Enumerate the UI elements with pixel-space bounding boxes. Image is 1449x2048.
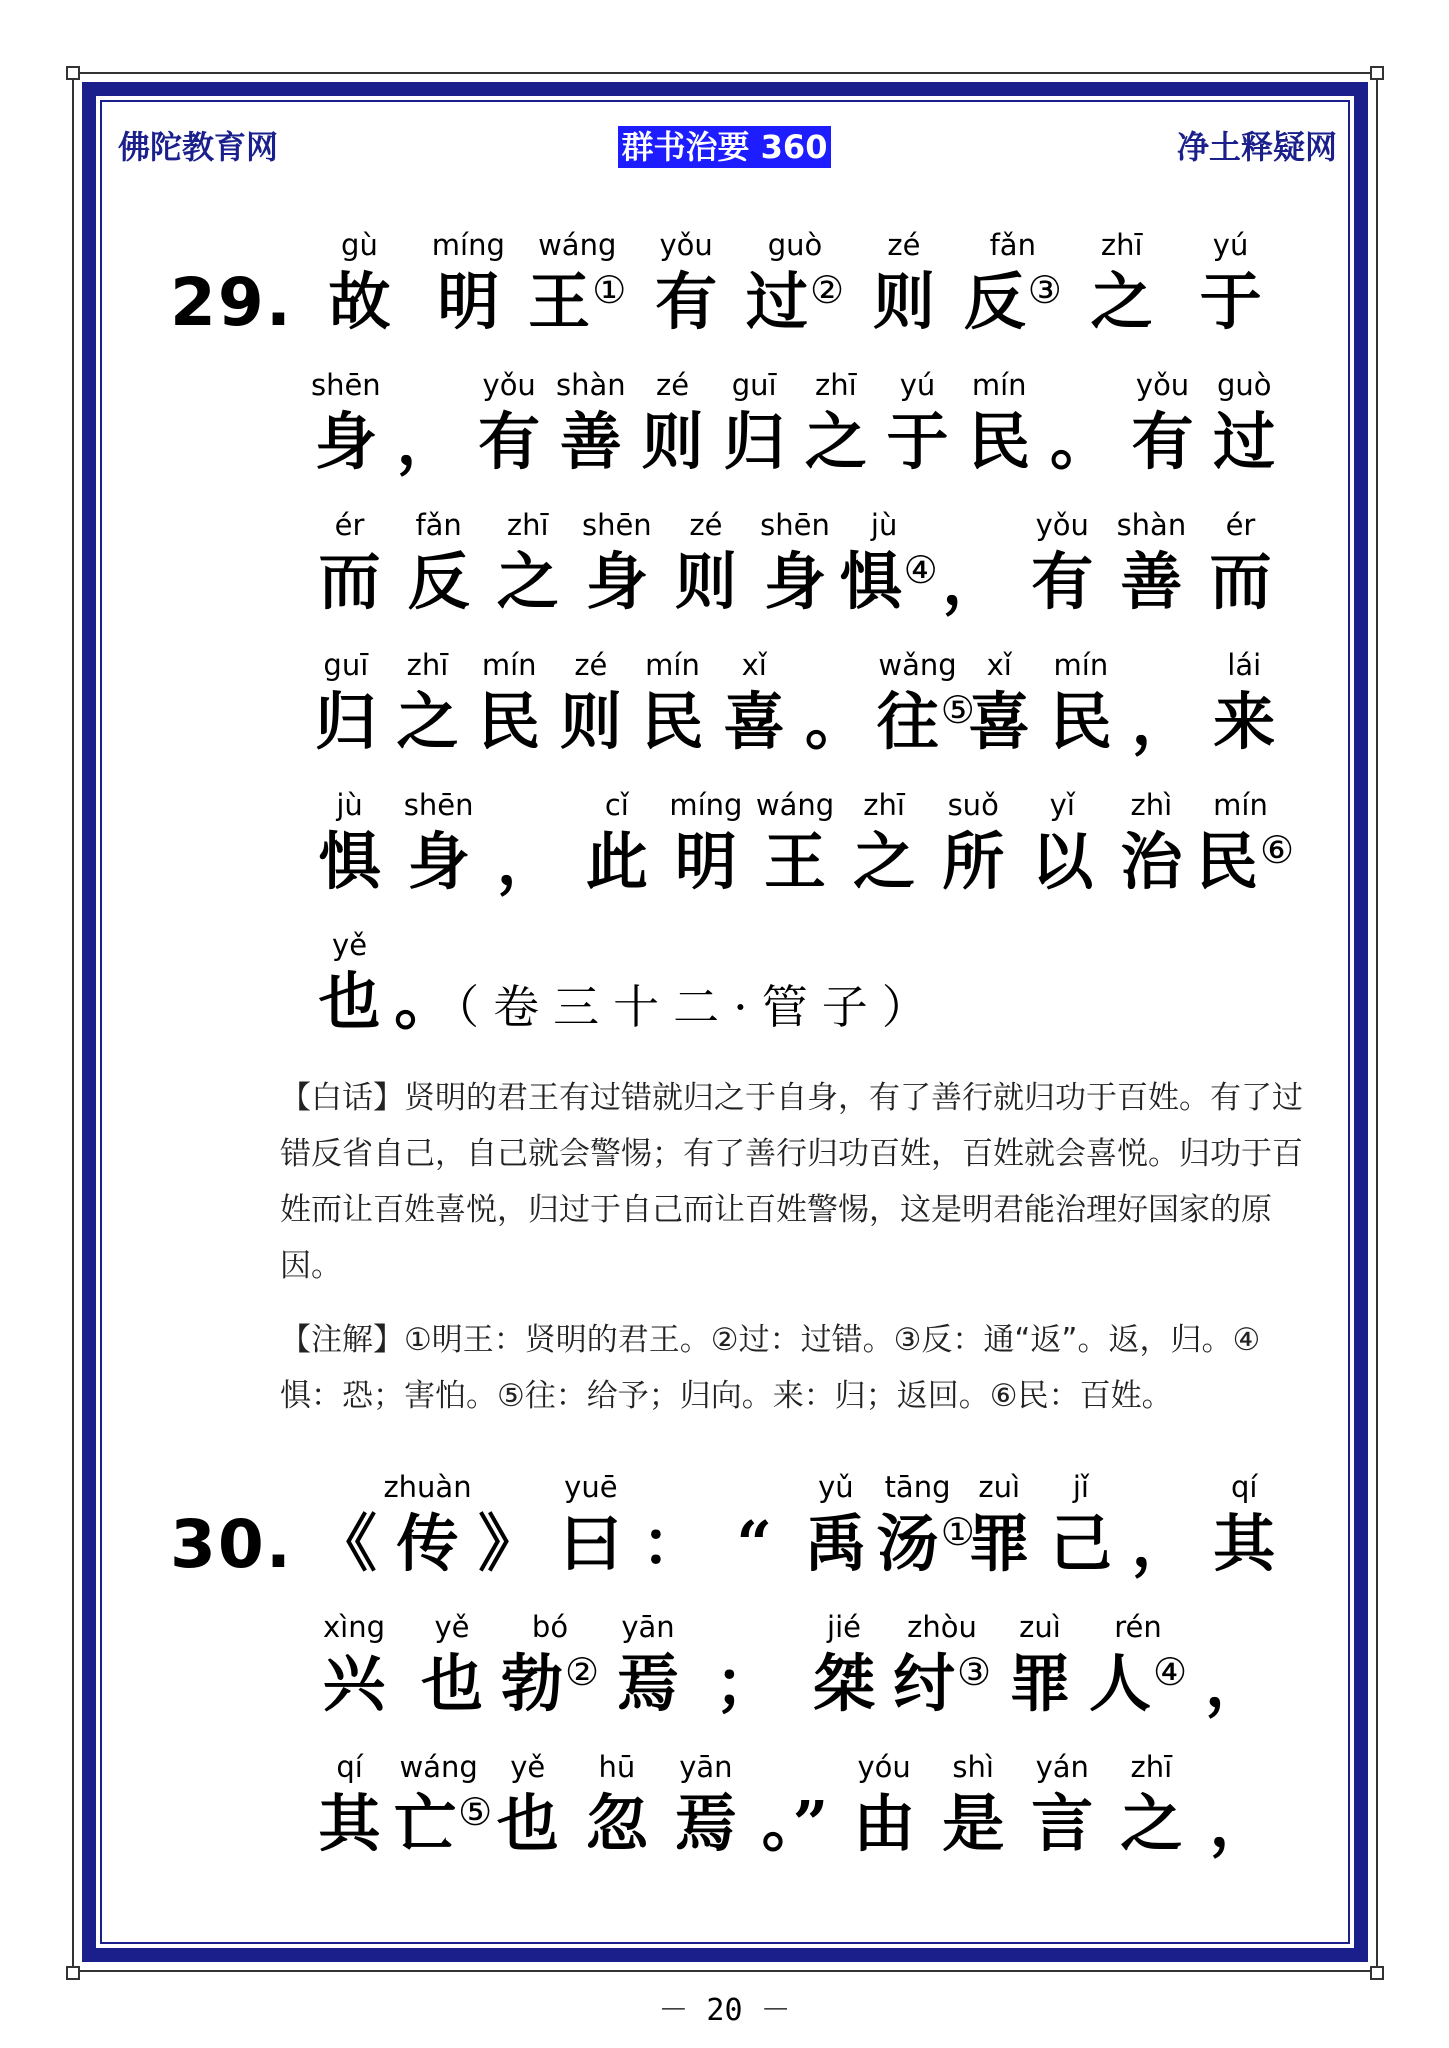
hanzi: 民 [641, 685, 704, 758]
pinyin: shēn [760, 508, 830, 542]
hanzi: 归 [723, 405, 786, 478]
source-citation: （卷三十二·管子） [456, 980, 942, 1034]
corner-ornament [66, 1966, 80, 1980]
pinyin: wáng [538, 228, 617, 262]
footnote-marker: ⑤ [940, 688, 975, 732]
pinyin: zuì [1019, 1610, 1061, 1644]
passage-line [305, 788, 1295, 928]
passage-line [305, 508, 1285, 648]
hanzi: 而 [1209, 545, 1272, 618]
hanzi: 之 [396, 685, 459, 758]
hanzi: 善 [1120, 545, 1183, 618]
hanzi: 明 [437, 265, 500, 338]
footnote-marker: ⑥ [1259, 828, 1295, 872]
hanzi: 兴 [322, 1647, 385, 1720]
pinyin: yǒu [1135, 368, 1190, 402]
hanzi: 由 [853, 1787, 916, 1860]
hanzi: 归 [314, 685, 377, 758]
ruby-cell [632, 1470, 714, 1610]
punctuation: 。 [394, 965, 457, 1038]
pinyin: zhī [1130, 1750, 1173, 1784]
hanzi: 反 [407, 545, 470, 618]
pinyin: zhuàn [383, 1470, 472, 1504]
hanzi: 则 [872, 265, 935, 338]
passage-29-baihua: 【白话】贤明的君王有过错就归之于自身，有了善行就归功于百姓。有了过错反省自己，自己就会警惕；有了善行归功百姓，百姓就会喜悦。归功于百姓而让百姓喜悦，归过于自己而让百姓警惕，这是明君能治理好国家的原因。 [280, 1080, 1303, 1284]
pinyin: jǐ [1072, 1470, 1089, 1504]
pinyin: fǎn [989, 228, 1036, 262]
pinyin: shēn [310, 368, 381, 402]
hanzi: 是 [942, 1787, 1005, 1860]
hanzi: ， [496, 825, 559, 898]
hanzi: 传 [396, 1507, 459, 1580]
hanzi: 此 [585, 825, 648, 898]
hanzi: 身 [585, 545, 648, 618]
pinyin: tāng [884, 1470, 951, 1504]
passage-line [305, 648, 1285, 788]
hanzi: 治 [1120, 825, 1183, 898]
ruby-cell [305, 368, 387, 508]
line-characters [305, 368, 1285, 508]
hanzi: 之 [1120, 1787, 1183, 1860]
pinyin: jié [827, 1610, 861, 1644]
hanzi: 人④ [1089, 1647, 1188, 1720]
pinyin: yán [1035, 1750, 1089, 1784]
pinyin: lái [1227, 648, 1262, 682]
hanzi: 有 [655, 265, 718, 338]
hanzi: 焉 [674, 1787, 737, 1860]
line-characters [305, 1610, 1285, 1750]
line-characters [305, 1750, 1285, 1890]
hanzi: 也 [420, 1647, 483, 1720]
pinyin: zhī [406, 648, 449, 682]
hanzi: 过② [745, 265, 845, 338]
pinyin: fǎn [415, 508, 462, 542]
ruby-cell [1203, 1470, 1285, 1610]
hanzi: 身 [407, 825, 470, 898]
pinyin: yǔ [818, 1470, 854, 1504]
pinyin: zuì [978, 1470, 1021, 1504]
hanzi: 其 [318, 1787, 381, 1860]
hanzi: 身 [764, 545, 827, 618]
pinyin: zé [887, 228, 921, 262]
pinyin: zhī [506, 508, 549, 542]
pinyin: mín [645, 648, 700, 682]
hanzi: 焉 [616, 1647, 679, 1720]
pinyin: shàn [556, 368, 626, 402]
hanzi: 则 [641, 405, 704, 478]
passage-line [305, 1610, 1285, 1750]
passage-number: 29. [170, 264, 293, 341]
hanzi: ， [942, 545, 1005, 618]
line-characters [305, 508, 1285, 648]
hanzi: 民 [1049, 685, 1112, 758]
hanzi: 喜 [968, 685, 1031, 758]
hanzi: 则 [559, 685, 622, 758]
pinyin: xǐ [986, 648, 1012, 682]
footnote-marker: ③ [957, 1650, 992, 1694]
pinyin: zhī [815, 368, 857, 402]
ruby-cell [1196, 508, 1285, 648]
hanzi: 忽 [585, 1787, 648, 1860]
footnote-marker: ③ [1027, 268, 1062, 312]
ruby-cell [1107, 1750, 1196, 1890]
pinyin: guī [731, 368, 777, 402]
hanzi: 以 [1031, 825, 1094, 898]
ruby-cell [713, 648, 795, 788]
ruby-cell [1187, 1610, 1285, 1750]
hanzi: 。 [1049, 405, 1112, 478]
hanzi: ： [641, 1507, 704, 1580]
hanzi: 惧④ [839, 545, 938, 618]
pinyin: yě [510, 1750, 546, 1784]
pinyin: cǐ [604, 788, 629, 822]
hanzi: 于 [1199, 265, 1262, 338]
hanzi: ； [714, 1647, 777, 1720]
pinyin: jù [336, 788, 363, 822]
ruby-cell [1176, 228, 1285, 368]
pinyin: yān [621, 1610, 675, 1644]
header-title-highlight: 群书治要 360 [618, 126, 832, 168]
passage-line [160, 1470, 1285, 1610]
pinyin: zhī [863, 788, 905, 822]
pinyin: shì [952, 1750, 994, 1784]
passage-line [305, 368, 1285, 508]
hanzi: 罪 [968, 1507, 1031, 1580]
pinyin: shàn [1116, 508, 1187, 542]
ruby-cell [1203, 368, 1285, 508]
hanzi: 。 [804, 685, 867, 758]
hanzi: ， [1131, 1507, 1194, 1580]
passage-line [305, 1750, 1285, 1890]
pinyin: shēn [403, 788, 474, 822]
pinyin: zé [655, 368, 690, 402]
passage-number: 30. [170, 1506, 293, 1583]
hanzi: 之 [496, 545, 559, 618]
hanzi: 罪 [1008, 1647, 1071, 1720]
hanzi: 来 [1213, 685, 1276, 758]
pinyin: zé [689, 508, 723, 542]
pinyin: yě [332, 928, 368, 962]
pinyin: yuē [564, 1470, 618, 1504]
hanzi: 桀 [812, 1647, 875, 1720]
pinyin: yǐ [1049, 788, 1075, 822]
hanzi: 之 [1090, 265, 1153, 338]
pinyin: guò [1216, 368, 1272, 402]
ruby-cell [839, 508, 938, 648]
pinyin: hū [598, 1750, 636, 1784]
line-characters [305, 1470, 1285, 1610]
pinyin: yú [899, 368, 936, 402]
hanzi: 言 [1031, 1787, 1094, 1860]
hanzi: ， [1209, 1787, 1272, 1860]
hanzi: 王 [764, 825, 827, 898]
hanzi: 往⑤ [876, 685, 975, 758]
ruby-cell [1040, 1470, 1122, 1610]
header-left-site: 佛陀教育网 [118, 128, 279, 166]
pinyin: qí [336, 1750, 363, 1784]
line-characters [305, 648, 1285, 788]
hanzi: 也 [318, 965, 381, 1038]
hanzi: 汤① [876, 1507, 975, 1580]
corner-ornament [66, 66, 80, 80]
footnote-marker: ④ [1153, 1650, 1188, 1694]
hanzi: 其 [1213, 1507, 1276, 1580]
footnote-marker: ② [565, 1650, 600, 1694]
ruby-cell [599, 1610, 697, 1750]
pinyin: ér [1225, 508, 1256, 542]
hanzi: 己 [1049, 1507, 1112, 1580]
ruby-cell [1089, 1610, 1187, 1750]
pinyin: yě [434, 1610, 470, 1644]
hanzi: 有 [1031, 545, 1094, 618]
pinyin: míng [669, 788, 743, 822]
ruby-cell [958, 368, 1040, 508]
pinyin: yān [679, 1750, 733, 1784]
hanzi: 纣③ [893, 1647, 992, 1720]
ruby-cell [1196, 1750, 1285, 1890]
footnote-marker: ④ [903, 548, 938, 592]
footnote-marker: ① [940, 1510, 975, 1554]
hanzi: ， [1131, 685, 1194, 758]
hanzi: 有 [1131, 405, 1194, 478]
hanzi: 喜 [723, 685, 786, 758]
hanzi: 》 [478, 1507, 541, 1580]
header-right-site: 净土释疑网 [1176, 128, 1337, 166]
pinyin: xǐ [741, 648, 767, 682]
hanzi: 曰 [559, 1507, 622, 1580]
hanzi: 过 [1213, 405, 1276, 478]
pinyin: mín [481, 648, 537, 682]
hanzi: 所 [942, 825, 1005, 898]
pinyin: wáng [399, 1750, 478, 1784]
ruby-cell [1040, 648, 1122, 788]
ruby-cell [550, 1470, 632, 1610]
line-characters [305, 788, 1295, 928]
pinyin: yǒu [1035, 508, 1089, 542]
hanzi: 有 [478, 405, 541, 478]
hanzi: 之 [853, 825, 916, 898]
pinyin: jù [870, 508, 898, 542]
passage-29-zhujie: 【注解】①明王：贤明的君王。②过：过错。③反：通“返”。返，归。④惧：恐；害怕。⑤往：给予；归向。来：归；返回。⑥民：百姓。 [280, 1322, 1261, 1414]
pinyin: guī [323, 648, 369, 682]
pinyin: zé [574, 648, 608, 682]
corner-ornament [1370, 1966, 1384, 1980]
pinyin: rén [1114, 1610, 1162, 1644]
hanzi: 也 [496, 1787, 559, 1860]
pinyin: mín [971, 368, 1027, 402]
hanzi: 民⑥ [1195, 825, 1295, 898]
ruby-cell [383, 1470, 472, 1610]
ruby-cell [394, 788, 483, 928]
ruby-cell [661, 1750, 750, 1890]
pinyin: mín [1213, 788, 1268, 822]
hanzi: 。” [761, 1787, 829, 1860]
pinyin: wǎng [878, 648, 957, 682]
pinyin: zhī [1100, 228, 1143, 262]
pinyin: yú [1212, 228, 1249, 262]
hanzi: 则 [674, 545, 737, 618]
hanzi: 禹 [804, 1507, 867, 1580]
hanzi: 故 [328, 265, 391, 338]
hanzi: 民 [968, 405, 1031, 478]
hanzi: ， [396, 405, 459, 478]
pinyin: suǒ [947, 788, 999, 822]
pinyin: wáng [755, 788, 835, 822]
hanzi: 民 [478, 685, 541, 758]
pinyin: yǒu [482, 368, 536, 402]
hanzi: 亡⑤ [394, 1787, 493, 1860]
hanzi: 善 [559, 405, 622, 478]
line-characters [305, 228, 1285, 368]
hanzi: 王① [528, 265, 627, 338]
pinyin: yǒu [659, 228, 713, 262]
hanzi: 明 [674, 825, 737, 898]
pinyin: zhì [1130, 788, 1173, 822]
passage-line-last [305, 928, 1285, 1068]
footnote-marker: ① [592, 268, 627, 312]
hanzi-with-source [305, 966, 1285, 1043]
hanzi: “ [736, 1507, 773, 1580]
pinyin: shēn [581, 508, 652, 542]
pinyin: qí [1230, 1470, 1258, 1504]
ruby-cell [1195, 788, 1295, 928]
hanzi: ， [1204, 1647, 1267, 1720]
hanzi: 勃② [501, 1647, 600, 1720]
hanzi: 反③ [963, 265, 1062, 338]
pinyin: yóu [857, 1750, 911, 1784]
pinyin: ér [334, 508, 365, 542]
page-number: － 20 － [658, 1993, 791, 2028]
passage-line [160, 228, 1285, 368]
hanzi: 于 [886, 405, 949, 478]
hanzi: 惧 [318, 825, 381, 898]
pinyin: xìng [322, 1610, 385, 1644]
hanzi: 之 [804, 405, 867, 478]
footnote-marker: ⑤ [458, 1790, 493, 1834]
pinyin: guò [767, 228, 823, 262]
pinyin: míng [431, 228, 505, 262]
hanzi: 身 [314, 405, 377, 478]
ruby-cell [1203, 648, 1285, 788]
footnote-marker: ② [809, 268, 845, 312]
corner-ornament [1370, 66, 1384, 80]
pinyin: mín [1053, 648, 1109, 682]
hanzi: 而 [318, 545, 381, 618]
hanzi: 《 [314, 1507, 377, 1580]
pinyin: bó [531, 1610, 569, 1644]
pinyin: gù [341, 228, 378, 262]
pinyin: zhòu [907, 1610, 977, 1644]
